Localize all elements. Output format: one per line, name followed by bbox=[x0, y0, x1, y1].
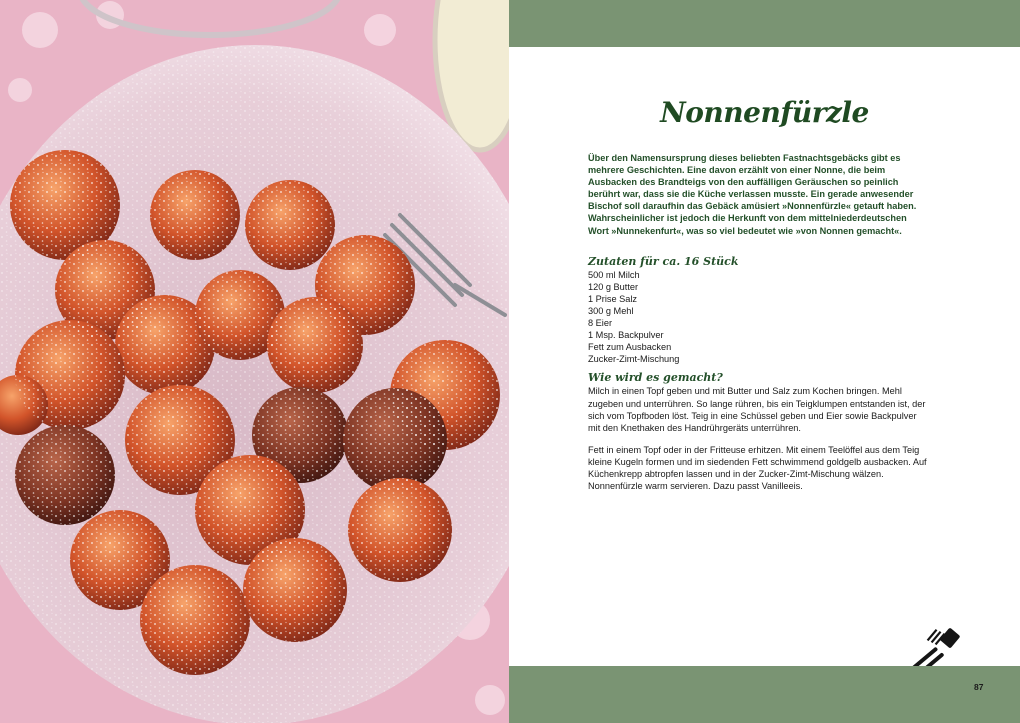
ingredients-heading: Zutaten für ca. 16 Stück bbox=[588, 254, 739, 268]
recipe-title: Nonnenfürzle bbox=[660, 96, 869, 129]
fritters-photo-illustration bbox=[0, 0, 509, 723]
ingredient-item: 1 Prise Salz bbox=[588, 293, 638, 304]
recipe-page bbox=[509, 0, 1020, 723]
ingredient-item: 1 Msp. Backpulver bbox=[588, 330, 664, 341]
ingredients-list bbox=[588, 269, 928, 366]
method-heading: Wie wird es gemacht? bbox=[588, 371, 723, 385]
recipe-intro: Über den Namensursprung dieses beliebten Fastnachtsgebäcks gibt es mehrere Geschichten. Eine davon erzählt von einer Nonne, die beim Ausbacken des Brandteigs von den auffälligen Geräuschen so peinlich berührt war, dass sie die Küche verlassen musste. Ein gerade anwesender Bischof soll daraufhin das Gebäck amüsiert »Nonnenfürzle« getauft haben. Wahrscheinlicher ist jedoch die Herkunft von dem mittelniederdeutschen Wort »Nunnekenfurt«, was so viel bedeutet wie »von Nonnen gemacht«. bbox=[588, 153, 917, 236]
recipe-photo bbox=[0, 0, 509, 723]
recipe-content bbox=[588, 152, 928, 502]
page-number: 87 bbox=[974, 682, 984, 692]
ingredient-item: Zucker-Zimt-Mischung bbox=[588, 354, 680, 365]
header-band bbox=[509, 0, 1020, 47]
method-step: Fett in einem Topf oder in der Fritteuse erhitzen. Mit einem Teelöffel aus dem Teig kleine Kugeln formen und im siedenden Fett schwimmend goldgelb ausbacken. Auf Küchenkrepp abtropfen lassen und in der Zucker-Zimt-Mischung wälzen. Nonnenfürzle warm servieren. Dazu passt Vanilleeis. bbox=[588, 444, 927, 492]
method-step: Milch in einen Topf geben und mit Butter und Salz zum Kochen bringen. Mehl zugeben und unterrühren. So lange rühren, bis ein Teigklumpen entstanden ist, der sich vom Topfboden löst. Teig in eine Schüssel geben und Eier sowie Backpulver mit den Knethaken des Handrührgeräts unterrühren. bbox=[588, 386, 926, 433]
ingredient-item: 300 g Mehl bbox=[588, 305, 634, 316]
footer-band bbox=[509, 666, 1020, 723]
ingredient-item: 8 Eier bbox=[588, 318, 613, 329]
ingredient-item: Fett zum Ausbacken bbox=[588, 342, 672, 353]
ingredient-item: 500 ml Milch bbox=[588, 269, 640, 280]
ingredient-item: 120 g Butter bbox=[588, 281, 639, 292]
